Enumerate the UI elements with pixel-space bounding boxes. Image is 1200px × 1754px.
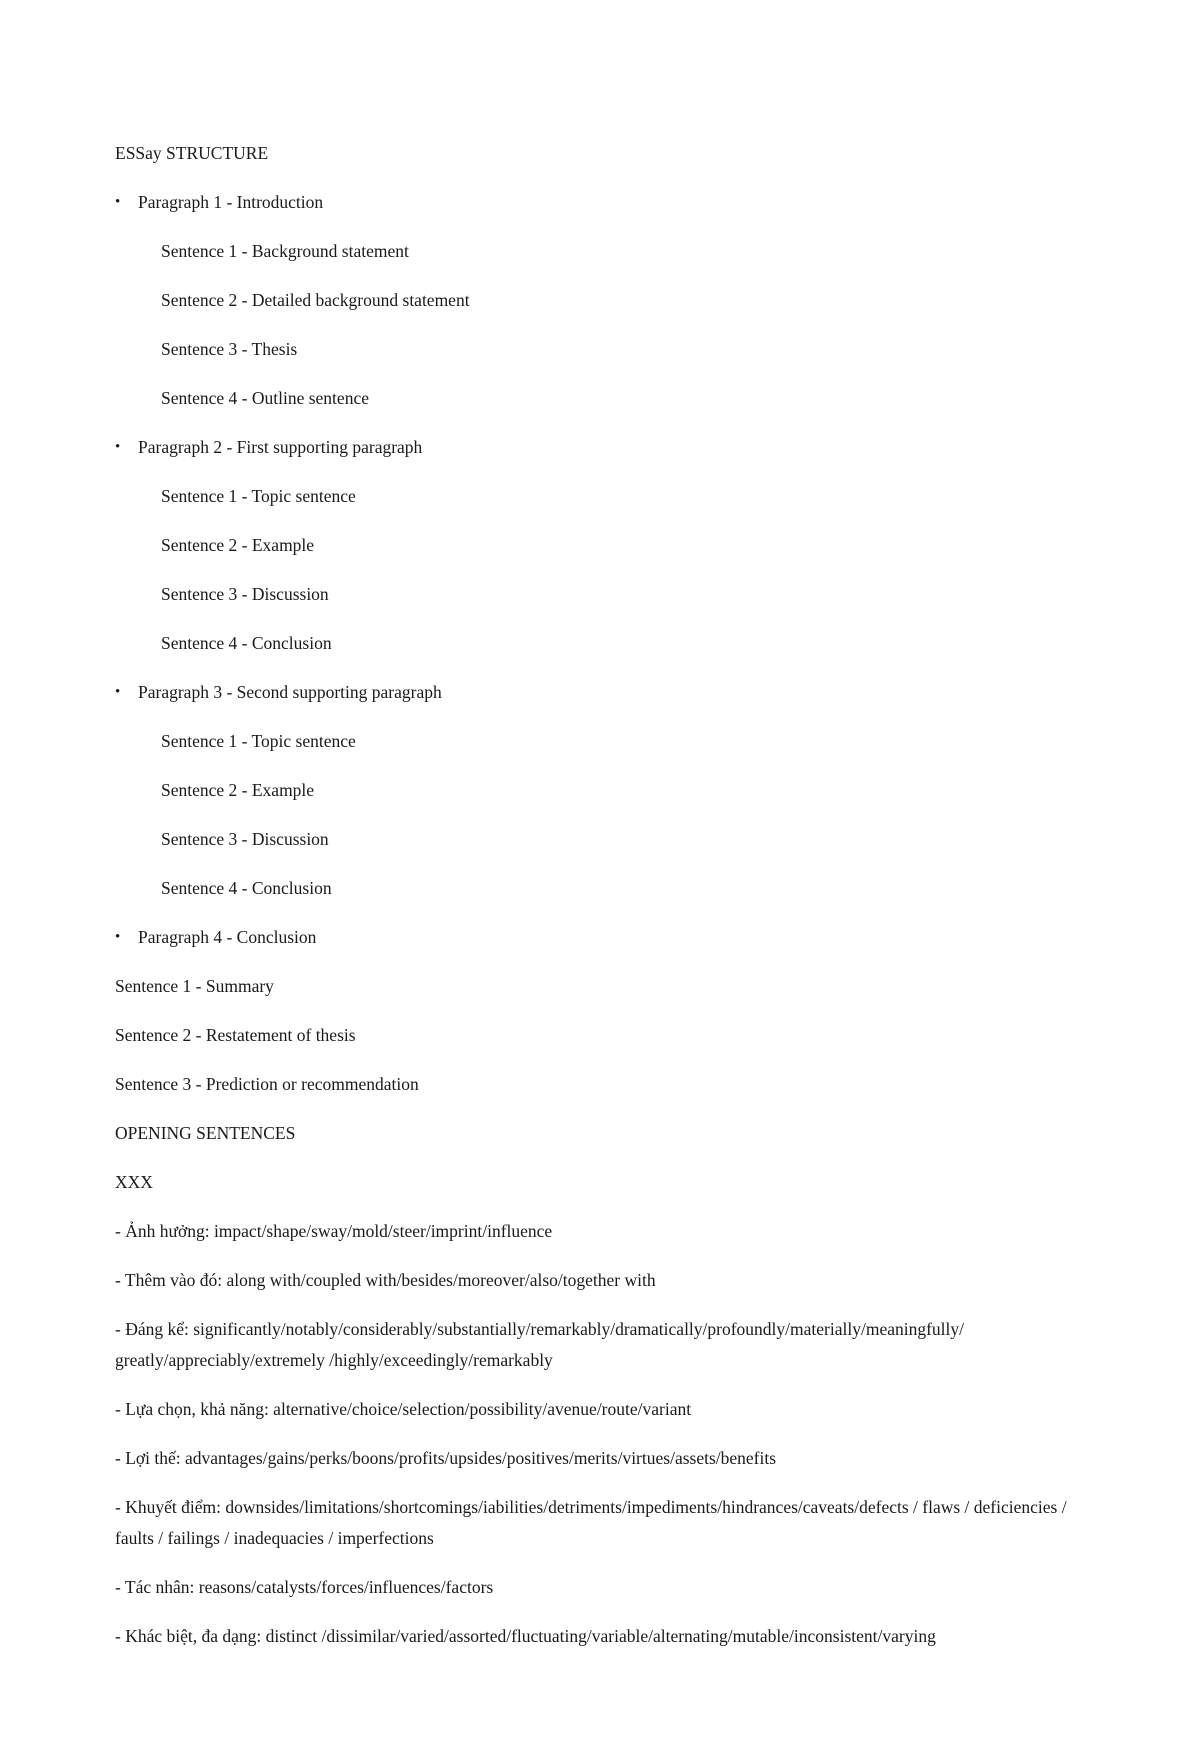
paragraph-item (115, 677, 1095, 708)
paragraph-label: Paragraph 4 - Conclusion (138, 927, 317, 947)
sentence-item: Sentence 3 - Thesis (161, 339, 298, 359)
sentence-item: Sentence 3 - Discussion (161, 584, 329, 604)
vocab-line: - Tác nhân: reasons/catalysts/forces/influences/factors (115, 1577, 494, 1597)
conclusion-sentence: Sentence 2 - Restatement of thesis (115, 1025, 356, 1045)
paragraph-label: Paragraph 2 - First supporting paragraph (138, 437, 423, 457)
vocab-line: - Thêm vào đó: along with/coupled with/besides/moreover/also/together with (115, 1270, 656, 1290)
paragraph-item (115, 922, 1095, 953)
paragraph-label: Paragraph 1 - Introduction (138, 192, 324, 212)
bullet-icon: • (115, 684, 121, 700)
placeholder-text: XXX (115, 1172, 153, 1192)
vocab-line: - Khác biệt, đa dạng: distinct /dissimilar/varied/assorted/fluctuating/variable/alternating/mutable/inconsistent/varying (115, 1626, 936, 1646)
vocab-line: - Ảnh hưởng: impact/shape/sway/mold/steer/imprint/influence (115, 1221, 553, 1241)
sentence-item: Sentence 4 - Outline sentence (161, 388, 369, 408)
paragraph-label: Paragraph 3 - Second supporting paragraph (138, 682, 442, 702)
conclusion-sentence: Sentence 3 - Prediction or recommendation (115, 1074, 419, 1094)
bullet-icon: • (115, 194, 121, 210)
sentence-item: Sentence 2 - Detailed background statement (161, 290, 470, 310)
sentence-item: Sentence 1 - Topic sentence (161, 731, 356, 751)
sentence-item: Sentence 2 - Example (161, 780, 315, 800)
essay-structure-heading: ESSay STRUCTURE (115, 143, 269, 163)
sentence-item: Sentence 1 - Background statement (161, 241, 409, 261)
bullet-icon: • (115, 439, 121, 455)
vocab-line: - Khuyết điểm: downsides/limitations/shortcomings/iabilities/detriments/impediments/hindrances/caveats/defects / flaws / deficiencies / faults / failings / inadequacies / imperfections (115, 1497, 1067, 1548)
vocab-line: - Lựa chọn, khả năng: alternative/choice/selection/possibility/avenue/route/variant (115, 1399, 692, 1419)
sentence-item: Sentence 3 - Discussion (161, 829, 329, 849)
paragraph-item (115, 187, 1095, 218)
document-body (115, 138, 1095, 1670)
vocab-line: - Lợi thế: advantages/gains/perks/boons/profits/upsides/positives/merits/virtues/assets/benefits (115, 1448, 777, 1468)
sentence-item: Sentence 2 - Example (161, 535, 315, 555)
vocab-line: - Đáng kể: significantly/notably/considerably/substantially/remarkably/dramatically/profoundly/materially/meaningfully/ greatly/appreciably/extremely /highly/exceedingly/remarkably (115, 1319, 965, 1370)
sentence-item: Sentence 1 - Topic sentence (161, 486, 356, 506)
opening-sentences-heading: OPENING SENTENCES (115, 1123, 296, 1143)
sentence-item: Sentence 4 - Conclusion (161, 633, 332, 653)
paragraph-item (115, 432, 1095, 463)
bullet-icon: • (115, 929, 121, 945)
conclusion-sentence: Sentence 1 - Summary (115, 976, 274, 996)
sentence-item: Sentence 4 - Conclusion (161, 878, 332, 898)
